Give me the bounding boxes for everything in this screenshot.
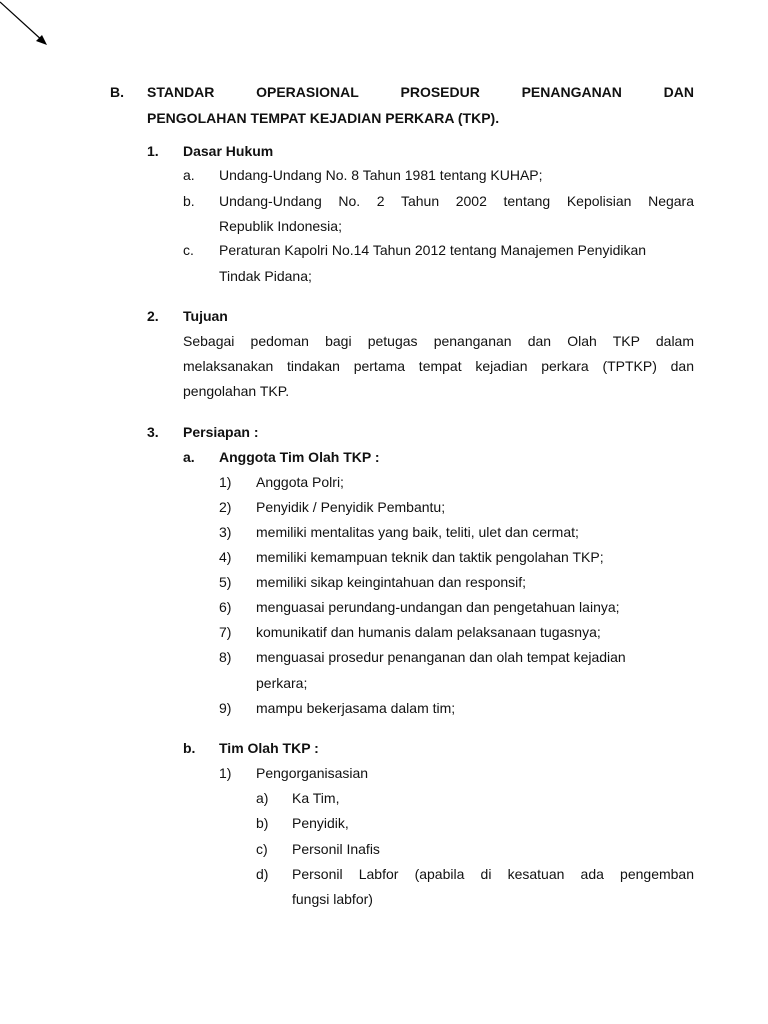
dasar-hukum-heading: Dasar Hukum (183, 143, 274, 159)
section-title-line2: PENGOLAHAN TEMPAT KEJADIAN PERKARA (TKP). (147, 110, 500, 126)
list-marker: 4) (219, 549, 232, 565)
list-marker: 9) (219, 700, 232, 716)
title-word: PROSEDUR (400, 84, 480, 100)
list-item-text: fungsi labfor) (292, 891, 373, 907)
list-marker: 1) (219, 474, 232, 490)
tim-marker: b. (183, 740, 196, 756)
title-word: PENANGANAN (521, 84, 622, 100)
persiapan-number: 3. (147, 424, 159, 440)
list-marker: 1) (219, 765, 232, 781)
section-title-line1 (147, 83, 694, 101)
list-item-text: Personil Inafis (292, 841, 380, 857)
list-item-text: Penyidik / Penyidik Pembantu; (256, 499, 446, 515)
list-item-text: Anggota Polri; (256, 474, 344, 490)
list-item-text: perkara; (256, 675, 308, 691)
list-item-text: mampu bekerjasama dalam tim; (256, 700, 456, 716)
list-item-text: Undang-Undang No. 8 Tahun 1981 tentang KUHAP; (219, 167, 543, 183)
list-item-text: Ka Tim, (292, 790, 340, 806)
list-marker: 5) (219, 574, 232, 590)
list-item-text: memiliki sikap keingintahuan dan responsif; (256, 574, 527, 590)
list-marker: 7) (219, 624, 232, 640)
list-marker: b. (183, 193, 195, 209)
list-item-text: memiliki mentalitas yang baik, teliti, ulet dan cermat; (256, 524, 579, 540)
list-marker: a. (183, 167, 195, 183)
tujuan-text: melaksanakan tindakan pertama tempat kejadian perkara (TPTKP) dan (183, 358, 694, 374)
list-marker: c. (183, 242, 194, 258)
tujuan-heading: Tujuan (183, 308, 228, 324)
list-item-text: Undang-Undang No. 2 Tahun 2002 tentang Kepolisian Negara (219, 193, 694, 209)
list-marker: 8) (219, 649, 232, 665)
list-item-text: Personil Labfor (apabila di kesatuan ada pengemban (292, 866, 694, 882)
anggota-heading: Anggota Tim Olah TKP : (219, 449, 380, 465)
list-item-text: Peraturan Kapolri No.14 Tahun 2012 tentang Manajemen Penyidikan (219, 242, 647, 258)
tim-heading: Tim Olah TKP : (219, 740, 319, 756)
tujuan-number: 2. (147, 308, 159, 324)
list-item-text: menguasai perundang-undangan dan pengetahuan lainya; (256, 599, 620, 615)
list-item-text: komunikatif dan humanis dalam pelaksanaan tugasnya; (256, 624, 601, 640)
list-item-text: Tindak Pidana; (219, 268, 312, 284)
list-item-text: memiliki kemampuan teknik dan taktik pengolahan TKP; (256, 549, 604, 565)
list-item-text: menguasai prosedur penanganan dan olah tempat kejadian (256, 649, 626, 665)
title-word: STANDAR (147, 84, 215, 100)
list-item-text: Republik Indonesia; (219, 218, 342, 234)
tujuan-text: Sebagai pedoman bagi petugas penanganan dan Olah TKP dalam (183, 333, 694, 349)
corner-arrow-icon (0, 0, 60, 60)
list-marker: 3) (219, 524, 232, 540)
list-marker: 6) (219, 599, 232, 615)
pengorganisasian-label: Pengorganisasian (256, 765, 369, 781)
section-letter: B. (110, 84, 124, 100)
list-marker: a) (256, 790, 269, 806)
list-marker: 2) (219, 499, 232, 515)
anggota-marker: a. (183, 449, 195, 465)
list-marker: c) (256, 841, 268, 857)
persiapan-heading: Persiapan : (183, 424, 259, 440)
dasar-hukum-number: 1. (147, 143, 159, 159)
title-word: OPERASIONAL (256, 84, 359, 100)
list-marker: b) (256, 815, 269, 831)
list-marker: d) (256, 866, 269, 882)
tujuan-text: pengolahan TKP. (183, 383, 290, 399)
list-item-text: Penyidik, (292, 815, 349, 831)
title-word: DAN (663, 84, 694, 100)
